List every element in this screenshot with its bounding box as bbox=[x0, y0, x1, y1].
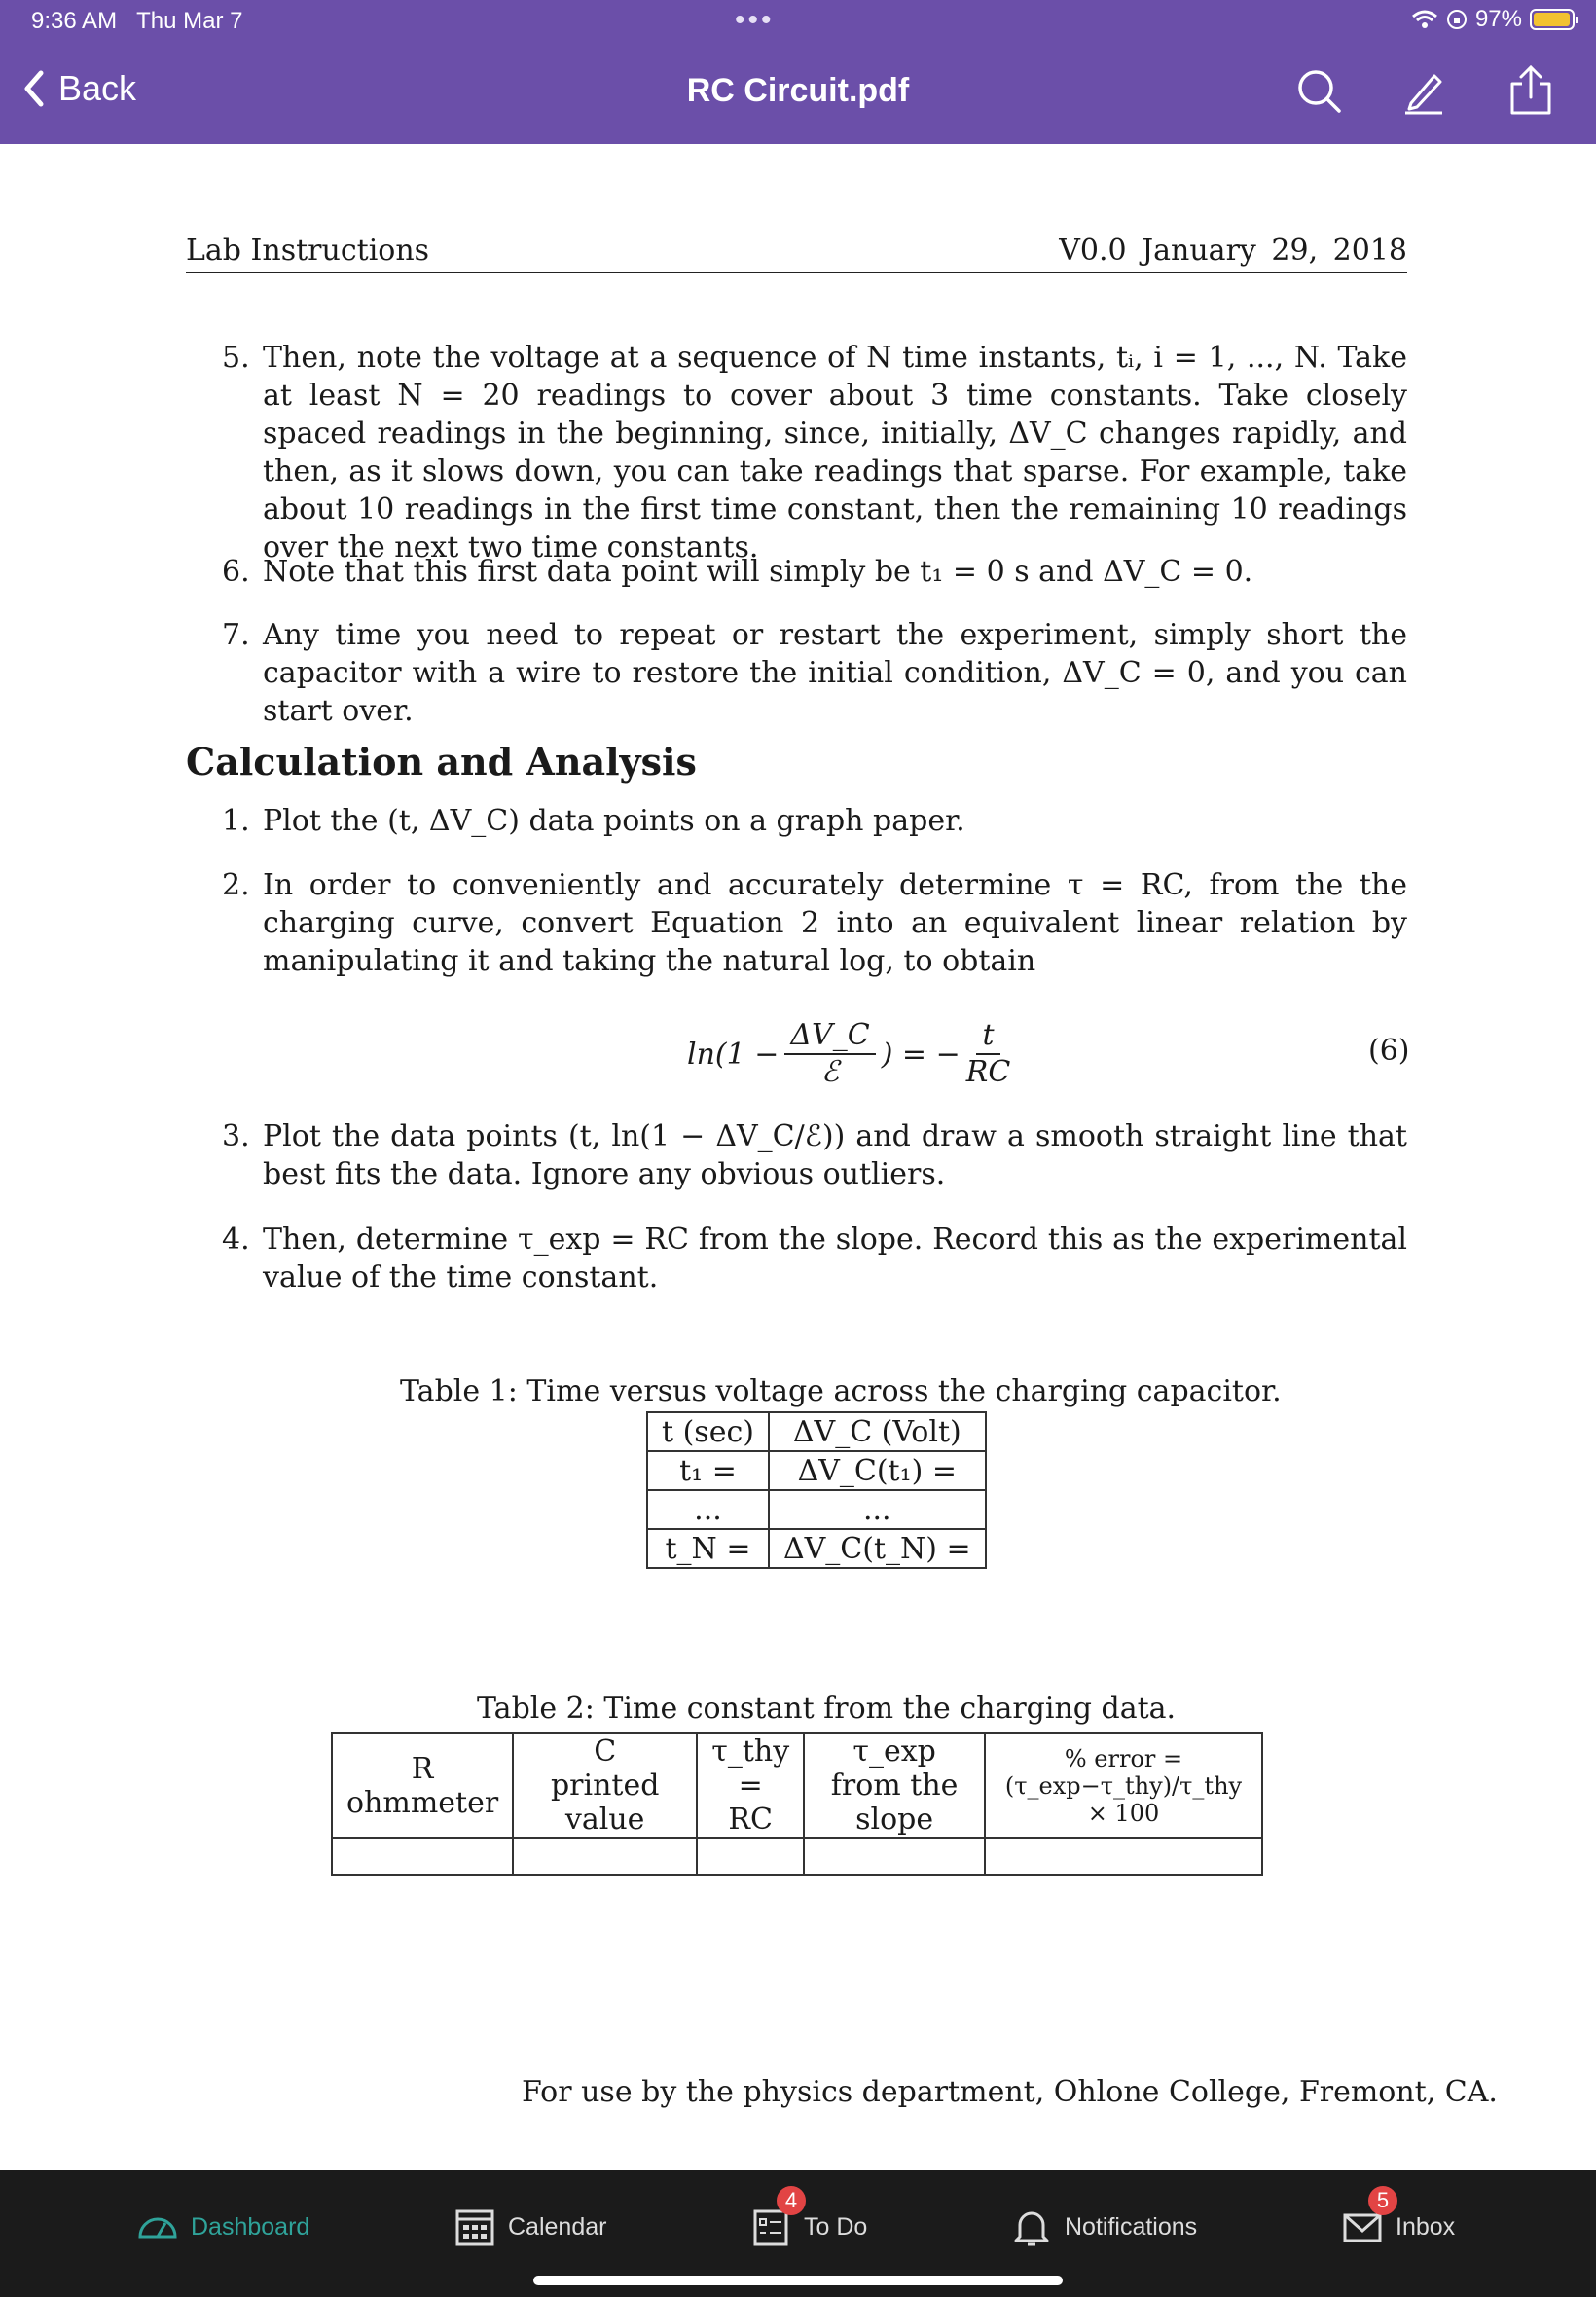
list-item: 5. Then, note the voltage at a sequence of N time instants, tᵢ, i = 1, ..., N. Take at least N = 20 readings to cover about 3 time constants. Take closely spaced readings in the beginning, since, initially, ΔV_C changes rapidly, and then, as it slows down, you can take readings that sparse. For example, take about 10 readings in the first time constant, then the remaining 10 readings over the next two time constants. bbox=[222, 341, 1407, 565]
tab-inbox[interactable]: 5 Inbox bbox=[1341, 2206, 1455, 2248]
bell-icon bbox=[1010, 2206, 1053, 2248]
table-header-tau-exp: τ_exp from the slope bbox=[804, 1733, 985, 1838]
header-rule bbox=[186, 272, 1407, 273]
calendar-icon bbox=[453, 2206, 496, 2248]
fraction: $\frac{t}{RC}$ bbox=[965, 1018, 1011, 1089]
todo-badge: 4 bbox=[777, 2186, 806, 2215]
multitask-dots-icon[interactable]: ••• bbox=[735, 4, 775, 36]
pdf-page bbox=[0, 144, 1596, 2169]
document-title: RC Circuit.pdf bbox=[686, 72, 910, 109]
table-header-error: % error = (τ_exp−τ_thy)/τ_thy × 100 bbox=[985, 1733, 1262, 1838]
list-item: 6. Note that this first data point will simply be t₁ = 0 s and ΔV_C = 0. bbox=[222, 555, 1253, 589]
dashboard-icon bbox=[136, 2206, 179, 2248]
status-indicators bbox=[1411, 6, 1575, 33]
page-header-left: Lab Instructions bbox=[186, 234, 430, 268]
list-item: 7. Any time you need to repeat or restart the experiment, simply short the capacitor with a wire to restore the initial condition, ΔV_C = 0, and you can start over. bbox=[222, 618, 1407, 728]
list-item: 2. In order to conveniently and accurately determine τ = RC, from the the charging curve, convert Equation 2 into an equivalent linear relation by manipulating it and taking the natural log, to obtain bbox=[222, 868, 1407, 978]
list-item: 3. Plot the data points (t, ln(1 − ΔV_C/ℰ)) and draw a smooth straight line that best fits the data. Ignore any obvious outliers. bbox=[222, 1119, 1407, 1191]
table-cell: ... bbox=[647, 1490, 769, 1529]
bottom-tab-bar bbox=[0, 2170, 1596, 2297]
table1 bbox=[646, 1411, 987, 1569]
search-icon[interactable] bbox=[1292, 64, 1345, 117]
section-title: Calculation and Analysis bbox=[186, 740, 697, 784]
equation-number: (6) bbox=[1368, 1034, 1410, 1068]
page-header-right: V0.0 January 29, 2018 bbox=[1059, 234, 1407, 268]
table-cell bbox=[513, 1838, 697, 1875]
battery-percent: 97% bbox=[1474, 6, 1522, 32]
top-bar bbox=[0, 0, 1596, 144]
table2 bbox=[331, 1732, 1263, 1876]
tab-todo[interactable]: 4 To Do bbox=[749, 2206, 867, 2248]
table-header: t (sec) bbox=[647, 1412, 769, 1451]
table1-caption: Table 1: Time versus voltage across the charging capacitor. bbox=[400, 1374, 1282, 1408]
tab-calendar[interactable]: Calendar bbox=[453, 2206, 606, 2248]
status-time: 9:36 AM Thu Mar 7 bbox=[31, 8, 243, 34]
table-cell: t₁ = bbox=[647, 1451, 769, 1490]
list-item: 1. Plot the (t, ΔV_C) data points on a graph paper. bbox=[222, 804, 965, 838]
table-header-c: C printed value bbox=[513, 1733, 697, 1838]
table-cell: ΔV_C(t_N) = bbox=[769, 1529, 986, 1568]
page-footer: For use by the physics department, Ohlone College, Fremont, CA. bbox=[522, 2075, 1498, 2109]
inbox-badge: 5 bbox=[1368, 2186, 1397, 2215]
back-label: Back bbox=[58, 68, 137, 108]
table-cell bbox=[332, 1838, 513, 1875]
table-cell bbox=[804, 1838, 985, 1875]
table-cell bbox=[697, 1838, 804, 1875]
tab-dashboard[interactable]: Dashboard bbox=[136, 2206, 309, 2248]
table-header-tau-thy: τ_thy = RC bbox=[697, 1733, 804, 1838]
table-cell: t_N = bbox=[647, 1529, 769, 1568]
wifi-icon bbox=[1411, 9, 1438, 30]
table-header-r: R ohmmeter bbox=[332, 1733, 513, 1838]
table-cell: ΔV_C(t₁) = bbox=[769, 1451, 986, 1490]
annotate-pen-icon[interactable] bbox=[1397, 64, 1450, 117]
tab-notifications[interactable]: Notifications bbox=[1010, 2206, 1197, 2248]
orientation-lock-icon bbox=[1446, 9, 1468, 30]
table-header: ΔV_C (Volt) bbox=[769, 1412, 986, 1451]
home-indicator bbox=[533, 2276, 1063, 2285]
share-icon[interactable] bbox=[1505, 64, 1557, 117]
equation-6: ln(1 − $\frac{\Delta V\_C}{\text{ℰ}}$ ) = − $\frac{t}{RC}$ bbox=[687, 1018, 1011, 1089]
table-cell bbox=[985, 1838, 1262, 1875]
table2-caption: Table 2: Time constant from the charging data. bbox=[477, 1692, 1177, 1726]
list-item: 4. Then, determine τ_exp = RC from the slope. Record this as the experimental value of the time constant. bbox=[222, 1222, 1407, 1294]
battery-icon bbox=[1530, 9, 1575, 30]
table-cell: ... bbox=[769, 1490, 986, 1529]
fraction: $\frac{\Delta V\_C}{\text{ℰ}}$ bbox=[784, 1018, 875, 1090]
